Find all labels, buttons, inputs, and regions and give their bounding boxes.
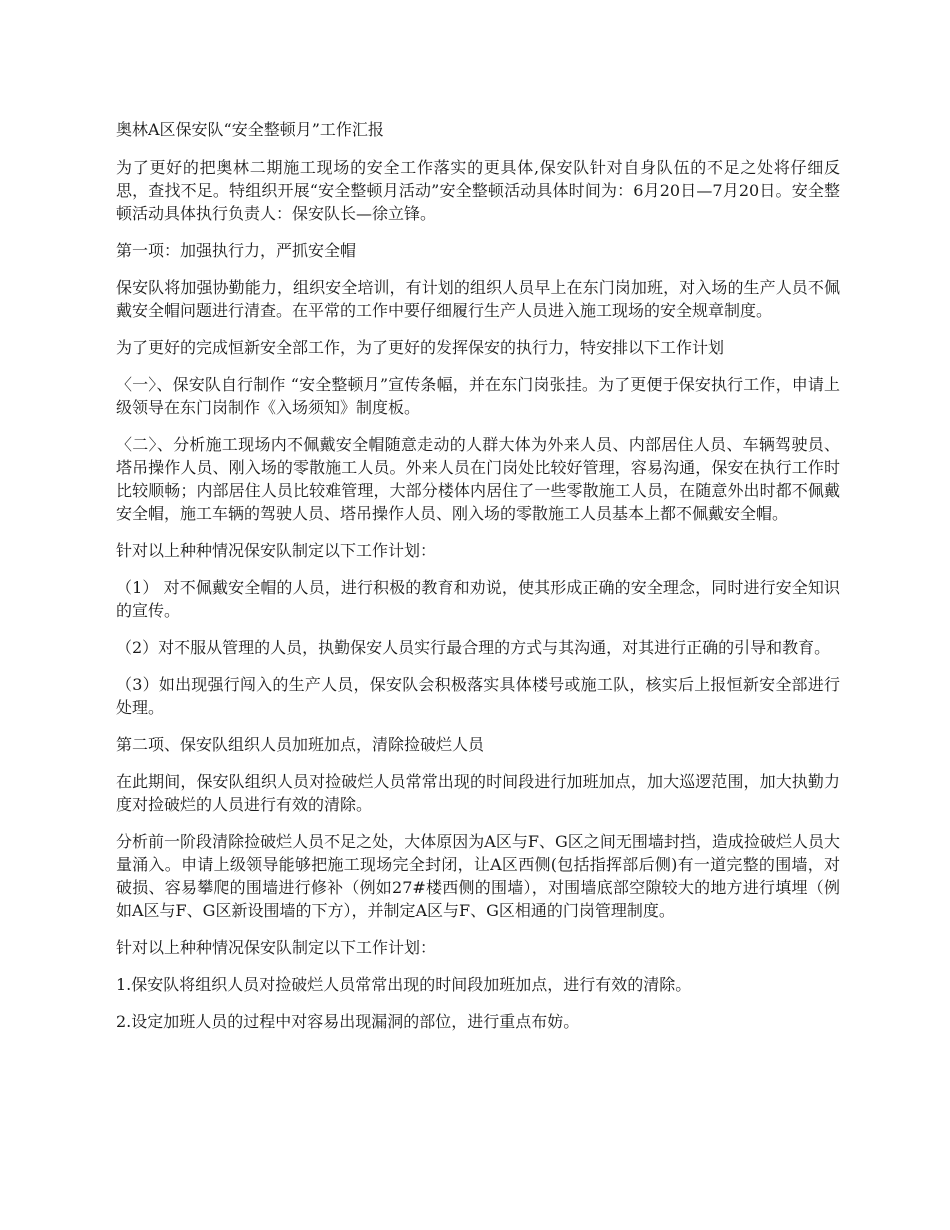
numbered-item-1: 1.保安队将组织人员对捡破烂人员常常出现的时间段加班加点，进行有效的清除。 <box>116 975 692 994</box>
paragraph: 针对以上种种情况保安队制定以下工作计划： <box>116 938 437 957</box>
paragraph-intro: 为了更好的把奥林二期施工现场的安全工作落实的更具体,保安队针对自身队伍的不足之处将仔细反思，查找不足。特组织开展“安全整顿月活动”安全整顿活动具体时间为：6月20日—7月20日。安全整顿活动具体执行负责人：保安队长—徐立锋。 <box>116 158 840 223</box>
numbered-item-2: 2.设定加班人员的过程中对容易出现漏洞的部位，进行重点布妨。 <box>116 1012 580 1031</box>
plan-item-1: （1） 对不佩戴安全帽的人员，进行积极的教育和劝说，使其形成正确的安全理念，同时进行安全知识的宣传。 <box>116 578 840 620</box>
section-heading-2: 第二项、保安队组织人员加班加点，清除捡破烂人员 <box>116 735 485 754</box>
plan-item-3: （3）如出现强行闯入的生产人员，保安队会积极落实具体楼号或施工队，核实后上报恒新安全部进行处理。 <box>116 675 840 717</box>
paragraph: 为了更好的完成恒新安全部工作，为了更好的发挥保安的执行力，特安排以下工作计划 <box>116 338 725 357</box>
list-item-2: 〈二〉、分析施工现场内不佩戴安全帽随意走动的人群大体为外来人员、内部居住人员、车辆驾驶员、塔吊操作人员、刚入场的零散施工人员。外来人员在门岗处比较好管理，容易沟通，保安在执行工作时比较顺畅；内部居住人员比较难管理，大部分楼体内居住了一些零散施工人员，在随意外出时都不佩戴安全帽，施工车辆的驾驶人员、塔吊操作人员、刚入场的零散施工人员基本上都不佩戴安全帽。 <box>116 435 840 523</box>
section-heading-1: 第一项：加强执行力，严抓安全帽 <box>116 241 357 260</box>
paragraph: 分析前一阶段清除捡破烂人员不足之处，大体原因为A区与F、G区之间无围墙封挡，造成捡破烂人员大量涌入。申请上级领导能够把施工现场完全封闭，让A区西侧(包括指挥部后侧)有一道完整的围墙，对破损、容易攀爬的围墙进行修补（例如27#楼西侧的围墙），对围墙底部空隙较大的地方进行填埋（例如A区与F、G区新设围墙的下方），并制定A区与F、G区相通的门岗管理制度。 <box>116 832 840 920</box>
list-item-1: 〈一〉、保安队自行制作 “安全整顿月”宣传条幅，并在东门岗张挂。为了更便于保安执行工作，申请上级领导在东门岗制作《入场须知》制度板。 <box>116 375 840 417</box>
paragraph: 针对以上种种情况保安队制定以下工作计划： <box>116 541 437 560</box>
paragraph: 保安队将加强协勤能力，组织安全培训，有计划的组织人员早上在东门岗加班，对入场的生产人员不佩戴安全帽问题进行清查。在平常的工作中要仔细履行生产人员进入施工现场的安全规章制度。 <box>116 278 840 320</box>
paragraph: 在此期间，保安队组织人员对捡破烂人员常常出现的时间段进行加班加点，加大巡逻范围，加大执勤力度对捡破烂的人员进行有效的清除。 <box>116 772 840 814</box>
document-title: 奥林A区保安队“安全整顿月”工作汇报 <box>116 120 384 139</box>
plan-item-2: （2）对不服从管理的人员，执勤保安人员实行最合理的方式与其沟通，对其进行正确的引导和教育。 <box>116 638 831 657</box>
